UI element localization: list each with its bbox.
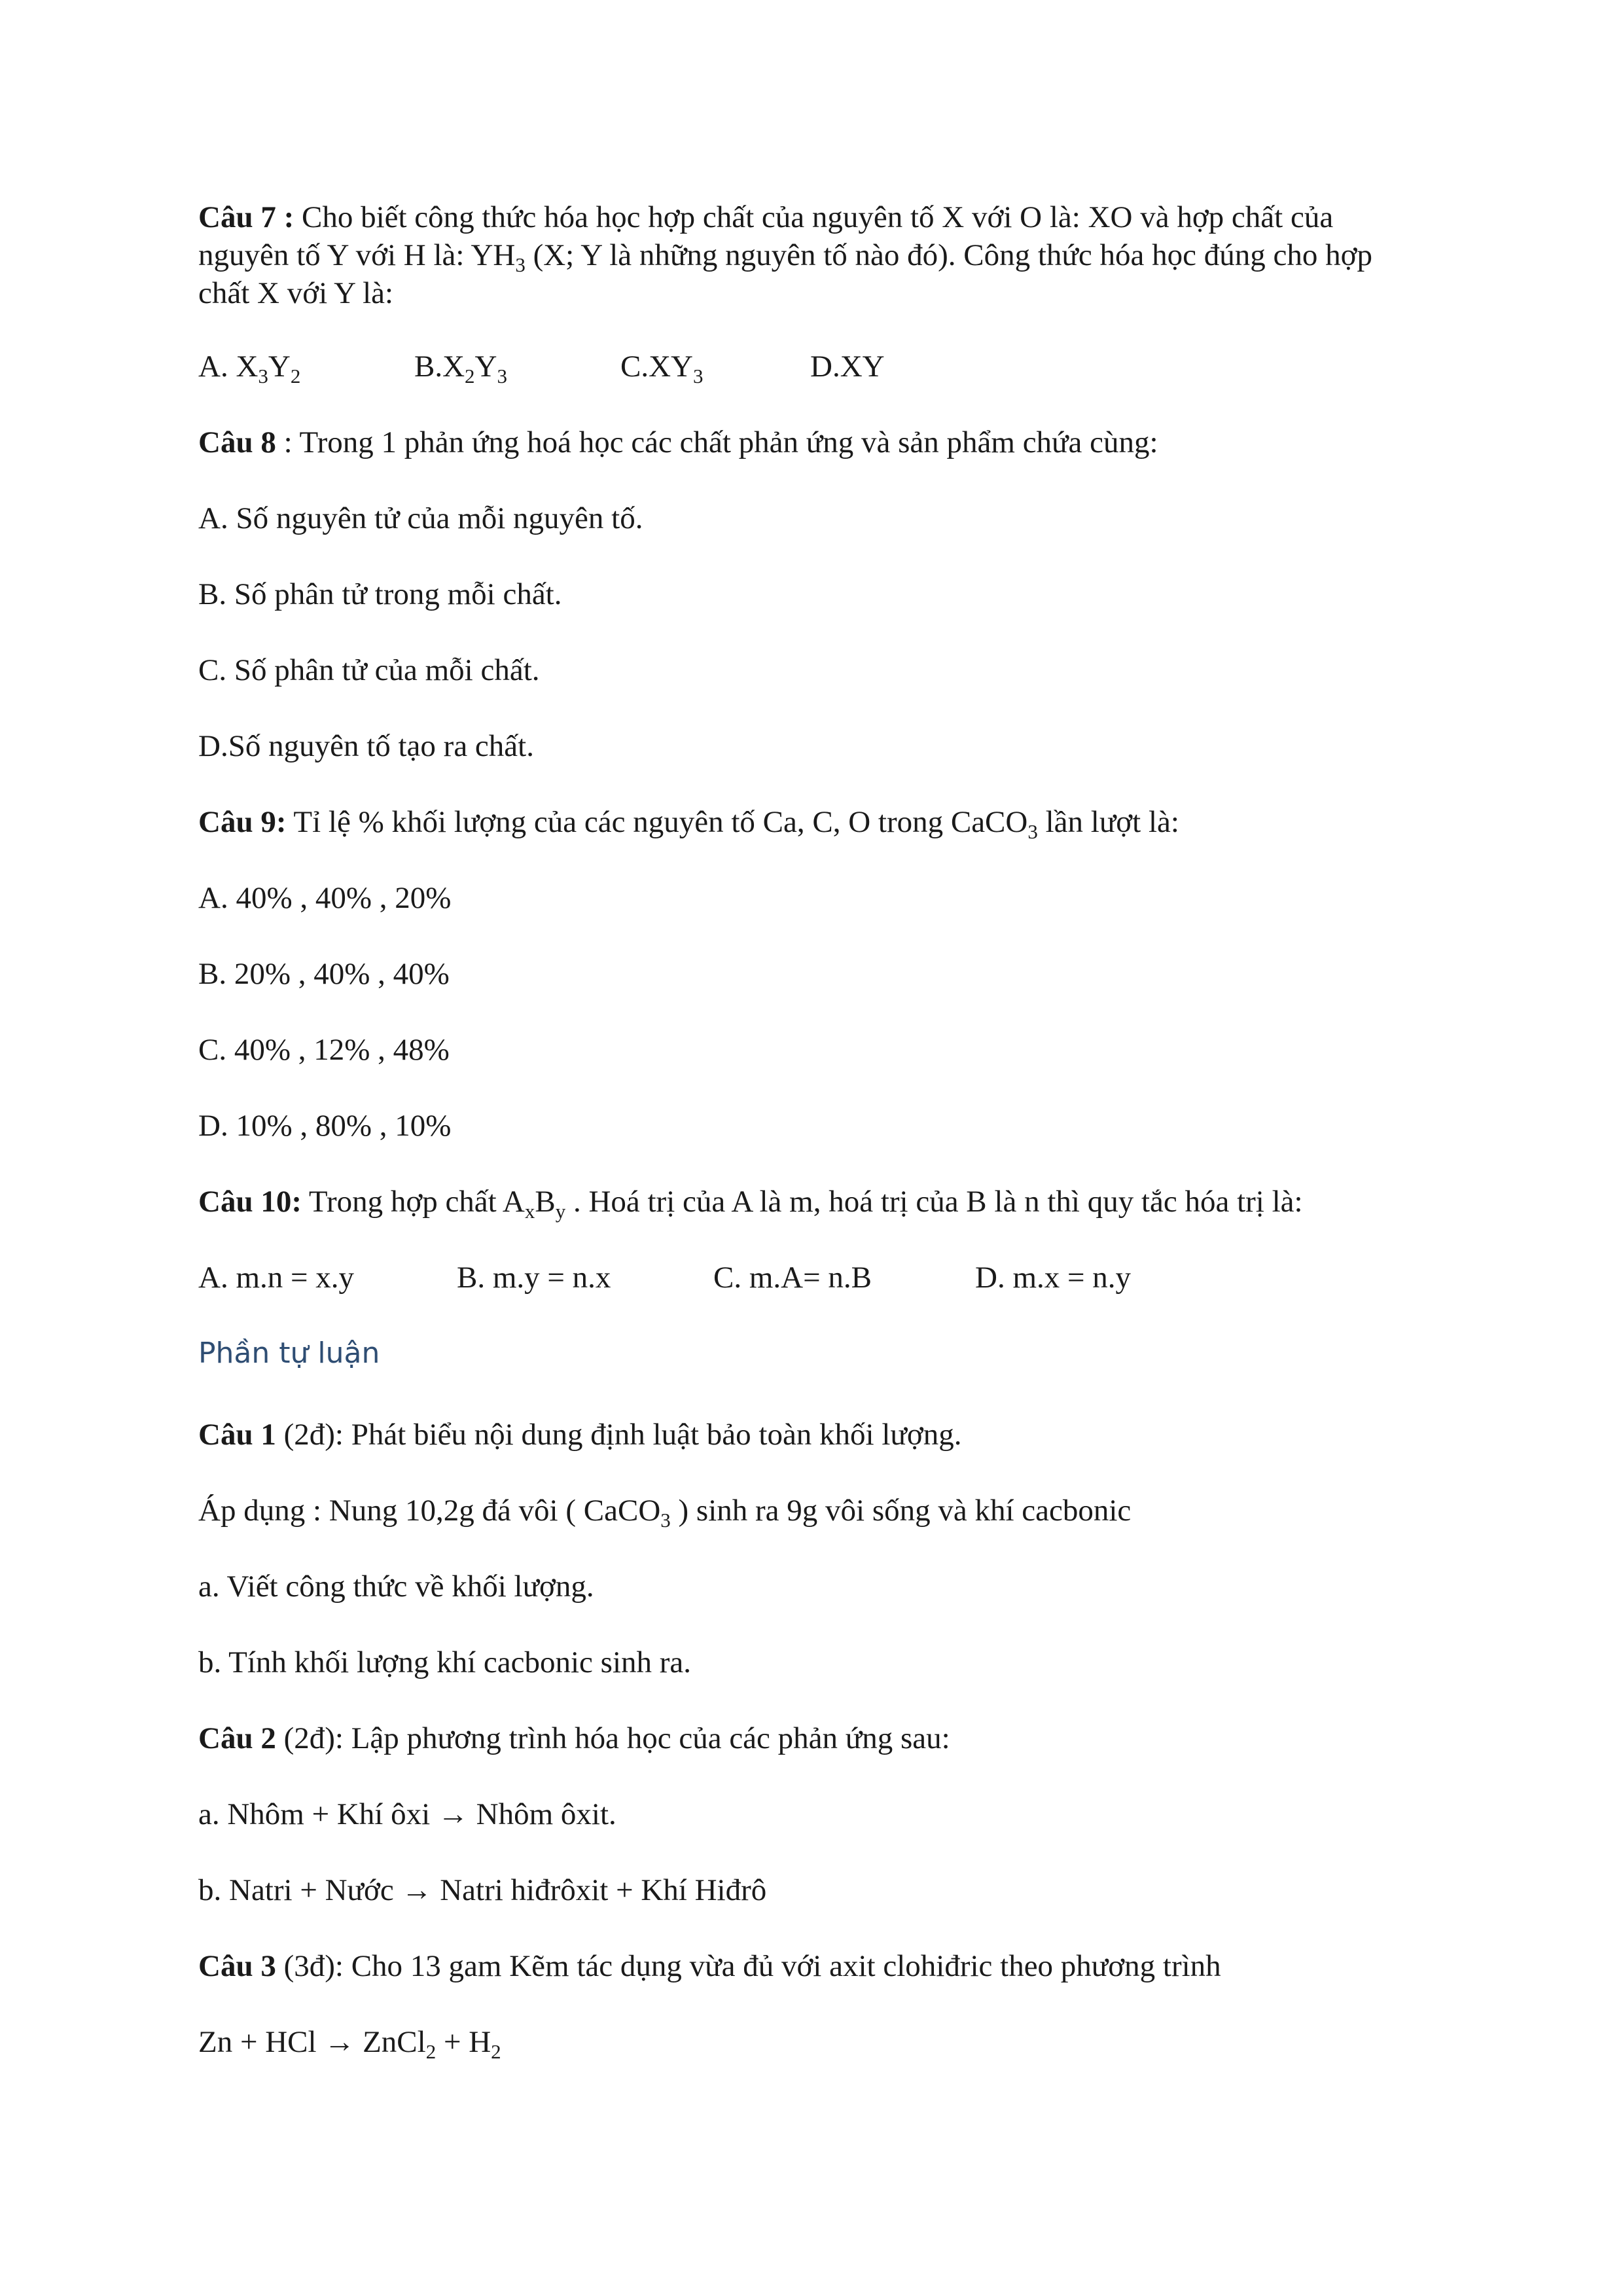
essay-1-application: Áp dụng : Nung 10,2g đá vôi ( CaCO$_3$ ) sinh ra 9g vôi sống và khí cacbonic: [198, 1494, 1132, 1532]
essay-question-2: Câu 2 (2đ): Lập phương trình hóa học của các phản ứng sau:: [198, 1721, 950, 1755]
option-d: D.Số nguyên tố tạo ra chất.: [198, 729, 534, 763]
question-label: Câu 9:: [198, 805, 287, 839]
essay-2-part-a: a. Nhôm + Khí ôxi → Nhôm ôxit.: [198, 1797, 616, 1831]
question-7-options: [198, 348, 1429, 386]
option-b: $B.X_2Y_3$: [414, 350, 507, 387]
option-b: B. 20% , 40% , 40%: [198, 957, 450, 991]
essay-2-part-b: b. Natri + Nước → Natri hiđrôxit + Khí Hiđrô: [198, 1873, 767, 1907]
question-label: Câu 10:: [198, 1185, 302, 1219]
option-c: C. 40% , 12% , 48%: [198, 1033, 450, 1067]
question-10-options: [198, 1259, 1429, 1297]
option-d: D. 10% , 80% , 10%: [198, 1109, 452, 1143]
question-label: Câu 3: [198, 1949, 276, 1983]
question-label: Câu 1: [198, 1418, 276, 1452]
option-b: B. m.y = n.x: [457, 1261, 611, 1295]
question-label: Câu 7 :: [198, 200, 294, 234]
question-9: Câu 9: Tỉ lệ % khối lượng của các nguyên tố Ca, C, O trong CaCO$_3$ lần lượt là:: [198, 805, 1179, 843]
essay-1-part-b: b. Tính khối lượng khí cacbonic sinh ra.: [198, 1645, 692, 1679]
option-d: D. m.x = n.y: [975, 1261, 1132, 1295]
essay-3-equation: Zn + HCl → ZnCl$_2$ + $H_2$: [198, 2025, 501, 2063]
section-heading: Phần tự luận: [198, 1336, 380, 1370]
option-a: A. Số nguyên tử của mỗi nguyên tố.: [198, 501, 643, 535]
question-7: Câu 7 : Cho biết công thức hóa học hợp chất của nguyên tố X với O là: XO và hợp chất của nguyên tố Y với H là: $YH_3$ (X; Y là những nguyên tố nào đó). Công thức hóa học đúng cho hợp chất X với Y là:: [198, 200, 1372, 310]
essay-1-part-a: a. Viết công thức về khối lượng.: [198, 1570, 594, 1604]
option-b: B. Số phân tử trong mỗi chất.: [198, 577, 562, 611]
option-c: C. m.A= n.B: [713, 1261, 872, 1295]
document-content: [198, 198, 1429, 2061]
question-label: Câu 8: [198, 425, 276, 459]
option-c: $C.XY_3$: [620, 350, 704, 387]
option-d: D.XY: [810, 350, 885, 384]
essay-question-3: Câu 3 (3đ): Cho 13 gam Kẽm tác dụng vừa đủ với axit clohiđric theo phương trình: [198, 1949, 1221, 1983]
option-a: A. $X_3Y_2$: [198, 350, 301, 387]
essay-question-1: Câu 1 (2đ): Phát biểu nội dung định luật bảo toàn khối lượng.: [198, 1418, 962, 1452]
option-a: A. 40% , 40% , 20%: [198, 881, 452, 915]
question-label: Câu 2: [198, 1721, 276, 1755]
option-a: A. m.n = x.y: [198, 1261, 355, 1295]
question-10: Câu 10: Trong hợp chất $A_xB_y$ . Hoá trị của A là m, hoá trị của B là n thì quy tắc hóa trị là:: [198, 1185, 1303, 1223]
option-c: C. Số phân tử của mỗi chất.: [198, 653, 540, 687]
question-8: Câu 8 : Trong 1 phản ứng hoá học các chất phản ứng và sản phẩm chứa cùng:: [198, 425, 1158, 459]
